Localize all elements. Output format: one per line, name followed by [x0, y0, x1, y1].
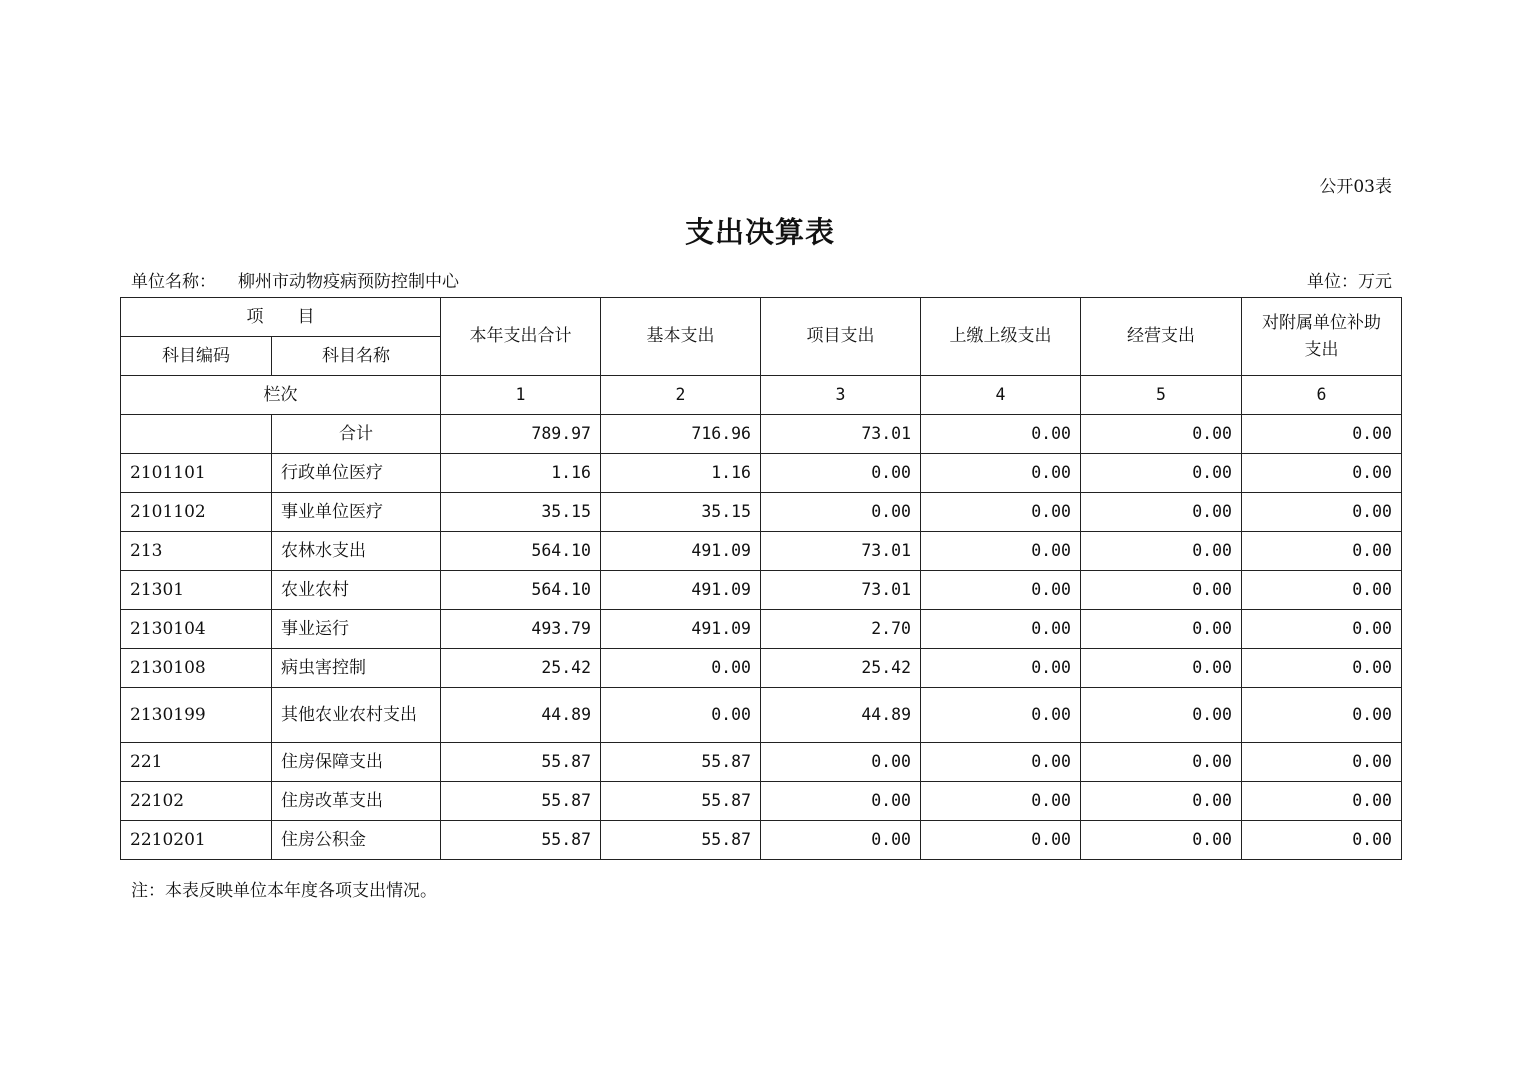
header-total: 本年支出合计: [441, 298, 601, 376]
amount-cell: 0.00: [601, 688, 761, 743]
form-number: 公开03表: [1319, 177, 1392, 197]
table-row: [121, 782, 1402, 821]
total-label: 合计: [272, 415, 441, 454]
amount-cell: 0.00: [921, 743, 1081, 782]
amount-cell: 491.09: [601, 571, 761, 610]
subject-code: 2210201: [121, 821, 272, 860]
subject-code: 2101101: [121, 454, 272, 493]
unit-name-value: 柳州市动物疫病预防控制中心: [238, 272, 459, 292]
table-row: [121, 610, 1402, 649]
amount-cell: 1.16: [441, 454, 601, 493]
amount-cell: 44.89: [761, 688, 921, 743]
column-index-label: 栏次: [121, 376, 441, 415]
amount-cell: 493.79: [441, 610, 601, 649]
table-row: [121, 688, 1402, 743]
total-value: 73.01: [761, 415, 921, 454]
amount-cell: 491.09: [601, 532, 761, 571]
page-title: 支出决算表: [684, 215, 835, 249]
amount-cell: 55.87: [441, 782, 601, 821]
subject-code: 2130104: [121, 610, 272, 649]
header-basic: 基本支出: [601, 298, 761, 376]
subject-code: 213: [121, 532, 272, 571]
column-index-row: [121, 376, 1402, 415]
subject-name: 住房保障支出: [272, 743, 441, 782]
table-row: [121, 532, 1402, 571]
amount-cell: 0.00: [921, 571, 1081, 610]
header-project: 项目支出: [761, 298, 921, 376]
amount-cell: 73.01: [761, 532, 921, 571]
amount-cell: 0.00: [1242, 532, 1402, 571]
amount-cell: 564.10: [441, 532, 601, 571]
amount-cell: 0.00: [921, 493, 1081, 532]
subject-name: 住房改革支出: [272, 782, 441, 821]
subject-name: 行政单位医疗: [272, 454, 441, 493]
amount-cell: 0.00: [1242, 454, 1402, 493]
amount-cell: 0.00: [1242, 743, 1402, 782]
column-number: 3: [761, 376, 921, 415]
total-value: 789.97: [441, 415, 601, 454]
total-row: [121, 415, 1402, 454]
subject-name: 其他农业农村支出: [272, 688, 441, 743]
table-row: [121, 821, 1402, 860]
amount-cell: 0.00: [921, 821, 1081, 860]
amount-cell: 0.00: [1081, 688, 1242, 743]
table-row: [121, 649, 1402, 688]
column-number: 4: [921, 376, 1081, 415]
total-value: 0.00: [1081, 415, 1242, 454]
amount-cell: 0.00: [1242, 649, 1402, 688]
subject-code: 2130199: [121, 688, 272, 743]
amount-cell: 0.00: [1242, 493, 1402, 532]
amount-cell: 55.87: [601, 743, 761, 782]
subject-code: 221: [121, 743, 272, 782]
amount-cell: 0.00: [1081, 532, 1242, 571]
amount-cell: 491.09: [601, 610, 761, 649]
amount-cell: 0.00: [1081, 493, 1242, 532]
amount-cell: 55.87: [441, 821, 601, 860]
unit-name-line: [131, 267, 459, 292]
subject-name: 住房公积金: [272, 821, 441, 860]
amount-cell: 0.00: [601, 649, 761, 688]
table-row: [121, 493, 1402, 532]
unit-name-label: 单位名称：: [131, 272, 216, 292]
amount-cell: 0.00: [1081, 454, 1242, 493]
subject-code: 22102: [121, 782, 272, 821]
amount-cell: 0.00: [761, 782, 921, 821]
expenditure-table: [120, 297, 1402, 860]
amount-cell: 0.00: [921, 610, 1081, 649]
amount-cell: 0.00: [921, 454, 1081, 493]
amount-cell: 35.15: [441, 493, 601, 532]
header-name: 科目名称: [272, 337, 441, 376]
header-item: 项 目: [121, 298, 441, 337]
amount-cell: 0.00: [761, 454, 921, 493]
amount-cell: 55.87: [601, 821, 761, 860]
column-number: 1: [441, 376, 601, 415]
currency-unit-label: 单位：万元: [1307, 272, 1392, 292]
table-footnote: 注：本表反映单位本年度各项支出情况。: [131, 881, 437, 901]
amount-cell: 0.00: [761, 743, 921, 782]
amount-cell: 0.00: [1242, 571, 1402, 610]
column-number: 6: [1242, 376, 1402, 415]
amount-cell: 0.00: [761, 821, 921, 860]
subject-name: 农林水支出: [272, 532, 441, 571]
amount-cell: 0.00: [1081, 821, 1242, 860]
table-row: [121, 571, 1402, 610]
table-row: [121, 743, 1402, 782]
amount-cell: 0.00: [1242, 688, 1402, 743]
amount-cell: 0.00: [761, 493, 921, 532]
table-row: [121, 454, 1402, 493]
amount-cell: 0.00: [921, 688, 1081, 743]
amount-cell: 44.89: [441, 688, 601, 743]
amount-cell: 0.00: [1242, 782, 1402, 821]
amount-cell: 564.10: [441, 571, 601, 610]
amount-cell: 0.00: [1242, 821, 1402, 860]
amount-cell: 1.16: [601, 454, 761, 493]
subject-name: 病虫害控制: [272, 649, 441, 688]
amount-cell: 0.00: [1081, 610, 1242, 649]
amount-cell: 0.00: [1081, 571, 1242, 610]
amount-cell: 55.87: [441, 743, 601, 782]
amount-cell: 0.00: [921, 649, 1081, 688]
amount-cell: 0.00: [1081, 649, 1242, 688]
total-value: 716.96: [601, 415, 761, 454]
subject-name: 事业运行: [272, 610, 441, 649]
amount-cell: 0.00: [921, 532, 1081, 571]
subject-code: 21301: [121, 571, 272, 610]
column-number: 5: [1081, 376, 1242, 415]
amount-cell: 35.15: [601, 493, 761, 532]
column-number: 2: [601, 376, 761, 415]
header-upper: 上缴上级支出: [921, 298, 1081, 376]
total-value: 0.00: [1242, 415, 1402, 454]
amount-cell: 0.00: [1081, 743, 1242, 782]
header-subsidy: 对附属单位补助支出: [1242, 298, 1402, 376]
amount-cell: 0.00: [921, 782, 1081, 821]
subject-name: 农业农村: [272, 571, 441, 610]
amount-cell: 55.87: [601, 782, 761, 821]
amount-cell: 0.00: [1242, 610, 1402, 649]
total-value: 0.00: [921, 415, 1081, 454]
amount-cell: 2.70: [761, 610, 921, 649]
subject-code: 2101102: [121, 493, 272, 532]
total-code-cell: [121, 415, 272, 454]
subject-code: 2130108: [121, 649, 272, 688]
header-business: 经营支出: [1081, 298, 1242, 376]
amount-cell: 73.01: [761, 571, 921, 610]
header-code: 科目编码: [121, 337, 272, 376]
amount-cell: 25.42: [441, 649, 601, 688]
amount-cell: 0.00: [1081, 782, 1242, 821]
amount-cell: 25.42: [761, 649, 921, 688]
subject-name: 事业单位医疗: [272, 493, 441, 532]
